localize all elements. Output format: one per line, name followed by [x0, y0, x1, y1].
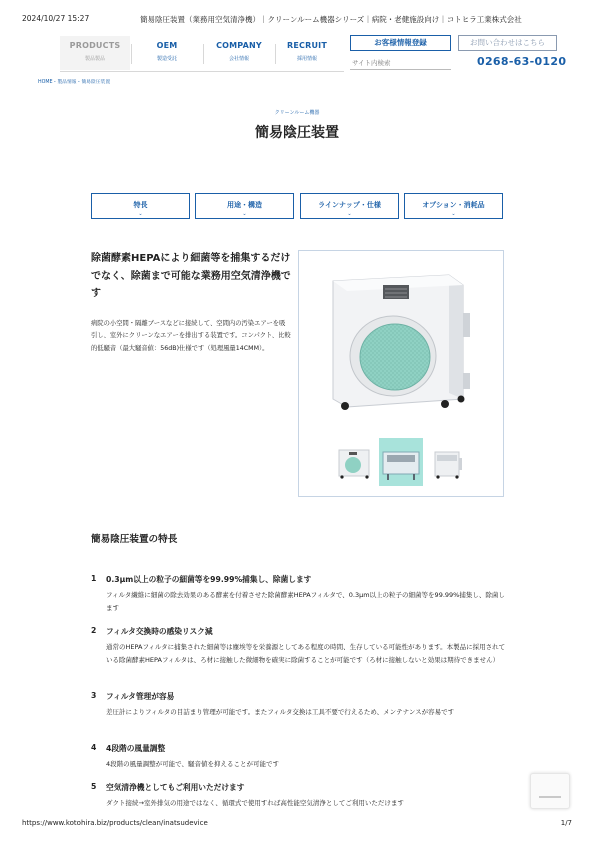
feature-heading: フィルタ管理が容易	[106, 692, 175, 701]
feature-heading: 0.3μm以上の粒子の細菌等を99.99%捕集し、除菌します	[106, 575, 312, 584]
feature-number: 3	[91, 691, 97, 700]
phone-number[interactable]: 0268-63-0120	[477, 55, 567, 68]
nav-recruit-en: RECRUIT	[287, 41, 327, 50]
chevron-down-icon: ⌄	[138, 211, 143, 217]
feature-description: ダクト接続→室外排気の用途ではなく、循環式で使用すれば高性能空気清浄としてご利用いただけます	[106, 799, 404, 807]
page-title: 簡易陰圧装置	[255, 125, 339, 141]
nav-oem-ja: 製造受託	[156, 56, 177, 62]
feature-description: 4段階の風量調整が可能で、騒音値を抑えることが可能です	[106, 760, 280, 768]
nav-products[interactable]	[60, 36, 130, 70]
print-doc-title: 簡易陰圧装置（業務用空気清浄機）｜クリーンルーム機器シリーズ｜病院・老健施設向け｜コトヒラ工業株式会社	[140, 15, 522, 24]
feature-heading: フィルタ交換時の感染リスク減	[106, 627, 213, 636]
nav-oem[interactable]	[132, 36, 202, 70]
nav-company[interactable]	[204, 36, 274, 70]
nav-products-ja: 製品製品	[84, 56, 105, 62]
customer-register-button[interactable]: お客様情報登録	[350, 35, 451, 51]
print-page-number: 1/7	[560, 819, 572, 827]
feature-number: 4	[91, 743, 97, 752]
chevron-down-icon: ⌄	[347, 211, 352, 217]
tab-lineup-spec-label: ラインナップ・仕様	[318, 201, 381, 209]
gallery-thumbnails	[333, 438, 469, 486]
feature-heading: 空気清浄機としてもご利用いただけます	[106, 783, 245, 792]
global-nav	[60, 36, 344, 72]
nav-recruit[interactable]	[272, 36, 342, 70]
nav-oem-en: OEM	[156, 41, 178, 50]
chevron-down-icon: ⌄	[242, 211, 247, 217]
thumbnail-side[interactable]	[425, 438, 469, 486]
feature-description: 通常のHEPAフィルタに捕集された細菌等は塵埃等を栄養源としてある程度の時間、生存している可能性があります。本製品に採用されている除菌酵素HEPAフィルタは、ろ材に接触した微細物を確実に除菌することが可能です（ろ材に接触しないと効果は期待できません）	[106, 643, 506, 665]
breadcrumb[interactable]: HOME・製品情報・簡易陰圧装置	[38, 80, 111, 85]
tab-options-consumables-label: オプション・消耗品	[422, 201, 485, 209]
feature-number: 5	[91, 782, 97, 791]
tab-features[interactable]	[91, 193, 190, 219]
recaptcha-icon	[539, 796, 561, 798]
feature-number: 2	[91, 626, 97, 635]
intro-lead: 除菌酵素HEPAにより細菌等を捕集するだけでなく、除菌まで可能な業務用空気清浄機です	[91, 253, 291, 299]
print-datetime: 2024/10/27 15:27	[22, 14, 90, 23]
chevron-down-icon: ⌄	[451, 211, 456, 217]
feature-number: 1	[91, 574, 97, 583]
recaptcha-badge[interactable]	[530, 773, 570, 809]
nav-products-en: PRODUCTS	[69, 41, 121, 50]
thumbnail-installed[interactable]	[379, 438, 423, 486]
tab-features-label: 特長	[133, 201, 148, 209]
site-search-input[interactable]	[350, 56, 451, 70]
feature-heading: 4段階の風量調整	[106, 744, 166, 753]
feature-description: フィルタ繊維に細菌の除去効果のある酵素を付着させた除菌酵素HEPAフィルタで、0.3μm以上の粒子の細菌等を99.99%捕集し、除菌します	[106, 591, 505, 613]
nav-company-en: COMPANY	[216, 41, 262, 50]
nav-recruit-ja: 採用情報	[296, 56, 317, 62]
tab-usage-structure-label: 用途・構造	[227, 201, 262, 209]
print-url: https://www.kotohira.biz/products/clean/inatsudevice	[22, 819, 208, 827]
features-title: 簡易陰圧装置の特長	[91, 534, 178, 545]
contact-button[interactable]: お問い合わせはこちら	[458, 35, 557, 51]
tab-lineup-spec[interactable]	[300, 193, 399, 219]
nav-company-ja: 会社情報	[228, 56, 249, 62]
page-category: クリーンルーム機器	[274, 110, 320, 116]
print-header	[22, 14, 572, 26]
feature-description: 差圧計によりフィルタの目詰まり管理が可能です。またフィルタ交換は工具不要で行えるため、メンテナンスが容易です	[106, 708, 455, 716]
thumbnail-front[interactable]	[333, 438, 377, 486]
intro-body: 病院の小空間・隔離ブースなどに接続して、空間内の汚染エアーを吸引し、室外にクリーンなエアーを排出する装置です。コンパクト、比較的低騒音（最大騒音値：56dB)仕様です（処理風量14CMM）。	[91, 320, 291, 352]
tab-usage-structure[interactable]	[195, 193, 294, 219]
tab-options-consumables[interactable]	[404, 193, 503, 219]
